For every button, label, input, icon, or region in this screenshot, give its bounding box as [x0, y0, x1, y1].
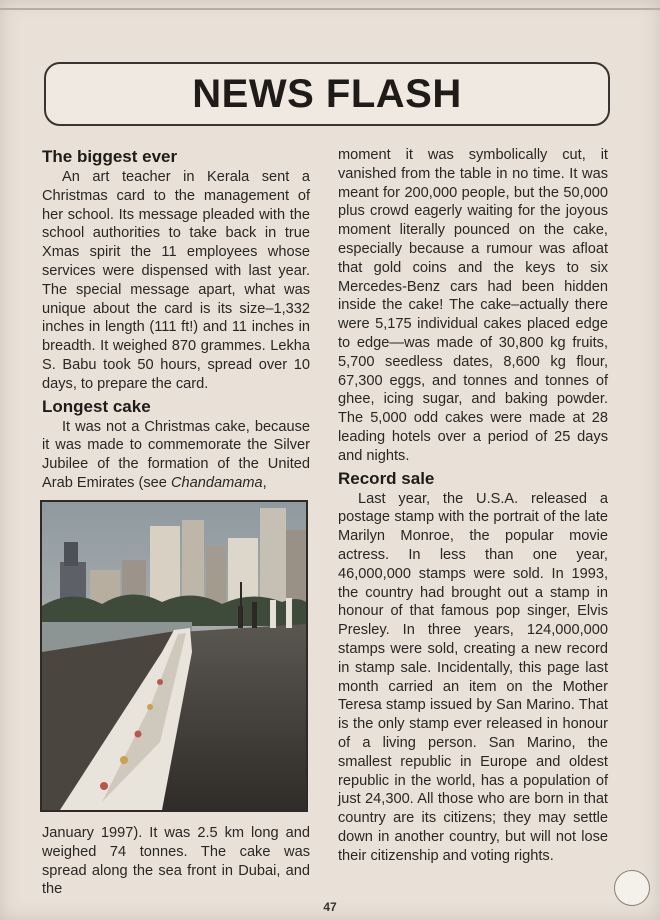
left-column-bottom	[42, 824, 310, 899]
left-column	[42, 146, 310, 493]
banner-title: NEWS FLASH	[192, 71, 462, 116]
paragraph-longest-cake-end: moment it was symbolically cut, it vanished from the table in no time. It was meant for 200,000 people, but the 50,000 plus crowd eagerly waiting for the joyous moment literally pounced on the cake, especially because a rumour was afloat that gold coins and the keys to six Mercedes-Benz cars had been hidden inside the cake! The cake–actually there were 5,175 individual cakes placed edge to edge—was made of 30,800 kg fruits, 5,700 seedless dates, 8,600 kg flour, 67,300 eggs, and tonnes and tonnes of ghee, icing sugar, and baking powder. The 5,000 odd cakes were made at 28 leading hotels over a period of 25 days and nights.	[338, 147, 608, 464]
paragraph-record-sale: Last year, the U.S.A. released a postage stamp with the portrait of the late Marilyn Monroe, the popular movie actress. In less than one year, 46,000,000 stamps were sold. In 1993, the country had brought out a stamp in honour of that famous pop singer, Elvis Presley. In three years, 124,000,000 stamps were sold, creating a new record in stamp sale. Incidentally, this page last month carried an item on the Mother Teresa stamp issued by San Marino. That is the only stamp ever released in honour of a living person. San Marino, the smallest republic in Europe and oldest republic in the world, has a population of just 24,300. All those who are born in that country are its citizens; they may settle down in another country, but will not lose their citizenship and voting rights.	[338, 490, 608, 864]
photo-dubai-cake	[40, 500, 308, 812]
paragraph-biggest-ever: An art teacher in Kerala sent a Christmas card to the management of her school. Its message pleaded with the school authorities to take back in true Xmas spirit the 11 employees whose services were dispensed with last year. The special message apart, what was unique about the card is its size–1,332 inches in length (111 ft!) and 11 inches in breadth. It weighed 870 grammes. Lekha S. Babu took 50 hours, spread over 10 days, to prepare the card.	[42, 169, 310, 392]
right-column	[338, 146, 608, 865]
heading-record-sale: Record sale	[338, 468, 435, 488]
page-number: 47	[323, 900, 337, 914]
heading-biggest-ever: The biggest ever	[42, 147, 178, 166]
paragraph-longest-cake-middle: January 1997). It was 2.5 km long and weighed 74 tonnes. The cake was spread along the sea front in Dubai, and the	[42, 825, 310, 898]
longest-cake-comma: ,	[262, 474, 267, 491]
paragraph-longest-cake-start	[42, 418, 310, 493]
publisher-logo-icon	[614, 870, 650, 906]
top-rule	[0, 8, 660, 10]
heading-longest-cake: Longest cake	[42, 396, 151, 416]
longest-cake-text-start: It was not a Christmas cake, because it was made to commemorate the Silver Jubilee of the formation of the United Arab Emirates (see	[42, 418, 310, 491]
magazine-title: Chandamama	[170, 474, 263, 491]
news-flash-banner	[44, 62, 610, 126]
